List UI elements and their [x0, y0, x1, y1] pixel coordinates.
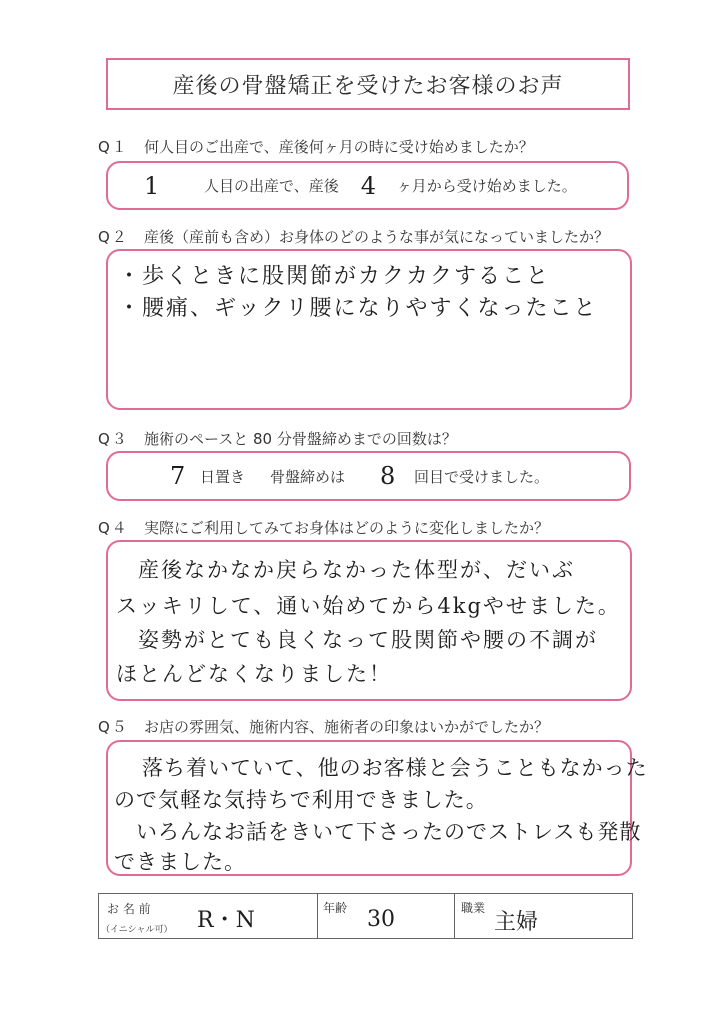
occupation-label: 職業: [461, 901, 486, 915]
question-2: [98, 226, 609, 247]
answer-line: 産後なかなか戻らなかった体型が、だいぶ: [138, 558, 575, 582]
name-note: （イニシャル可）: [101, 925, 173, 935]
answer-line: いろんなお話をきいて下さったのでストレスも発散: [136, 820, 642, 844]
answer-line: ほとんどなくなりました！: [116, 662, 392, 686]
answer-line: できました。: [114, 850, 246, 874]
answer-line: ・腰痛、ギックリ腰になりやすくなったこと: [118, 296, 598, 321]
answer-box-2: [106, 249, 632, 410]
question-text: 産後（産前も含め）お身体のどのような事が気になっていましたか？: [144, 228, 610, 246]
months-value: 4: [360, 171, 376, 200]
answer-line: 落ち着いていて、他のお客様と会うこともなかった: [142, 756, 648, 780]
question-text: 何人目のご出産で、産後何ヶ月の時に受け始めましたか？: [144, 138, 534, 156]
question-number: Q４: [98, 519, 129, 537]
question-5: [98, 716, 549, 737]
question-text: お店の雰囲気、施術内容、施術者の印象はいかがでしたか？: [144, 718, 550, 736]
answer-box-5: [106, 740, 648, 876]
age-label: 年齢: [323, 901, 348, 915]
answer-line: ・歩くときに股関節がカクカクすること: [118, 264, 551, 289]
answer-line: 姿勢がとても良くなって股関節や腰の不調が: [138, 628, 598, 652]
occupation-value: 主婦: [494, 910, 539, 935]
question-number: Q１: [98, 138, 129, 156]
respondent-info-table: [98, 893, 633, 939]
answer-text: 回目で受けました。: [414, 467, 550, 486]
question-number: Q５: [98, 718, 129, 736]
answer-text: 人目の出産で、産後: [204, 177, 339, 195]
name-value: R・N: [197, 908, 255, 933]
answer-box-4: [106, 540, 632, 701]
question-number: Q２: [98, 228, 129, 246]
answer-box-1: [106, 161, 629, 210]
question-1: [98, 136, 534, 157]
age-value: 30: [367, 907, 395, 932]
question-number: Q３: [98, 430, 129, 448]
column-divider: [317, 894, 318, 938]
question-3: [98, 428, 457, 449]
answer-text: 骨盤締めは: [270, 467, 346, 486]
question-text: 実際にご利用してみてお身体はどのように変化しましたか？: [144, 519, 550, 537]
question-text: 施術のペースと 80 分骨盤締めまでの回数は？: [144, 430, 457, 448]
children-count: 1: [144, 171, 160, 200]
answer-box-3: [106, 451, 631, 501]
answer-text: ヶ月から受け始めました。: [396, 177, 577, 195]
name-label: お 名 前: [107, 902, 151, 916]
column-divider: [454, 894, 455, 938]
count-value: 8: [380, 462, 396, 490]
question-4: [98, 517, 549, 538]
answer-line: ので気軽な気持ちで利用できました。: [114, 788, 488, 812]
page-title: 産後の骨盤矯正を受けたお客様のお声: [106, 58, 630, 110]
answer-text: 日置き: [200, 467, 246, 486]
answer-line: スッキリして、通い始めてから4kgやせました。: [116, 594, 621, 618]
interval-value: 7: [170, 462, 186, 490]
